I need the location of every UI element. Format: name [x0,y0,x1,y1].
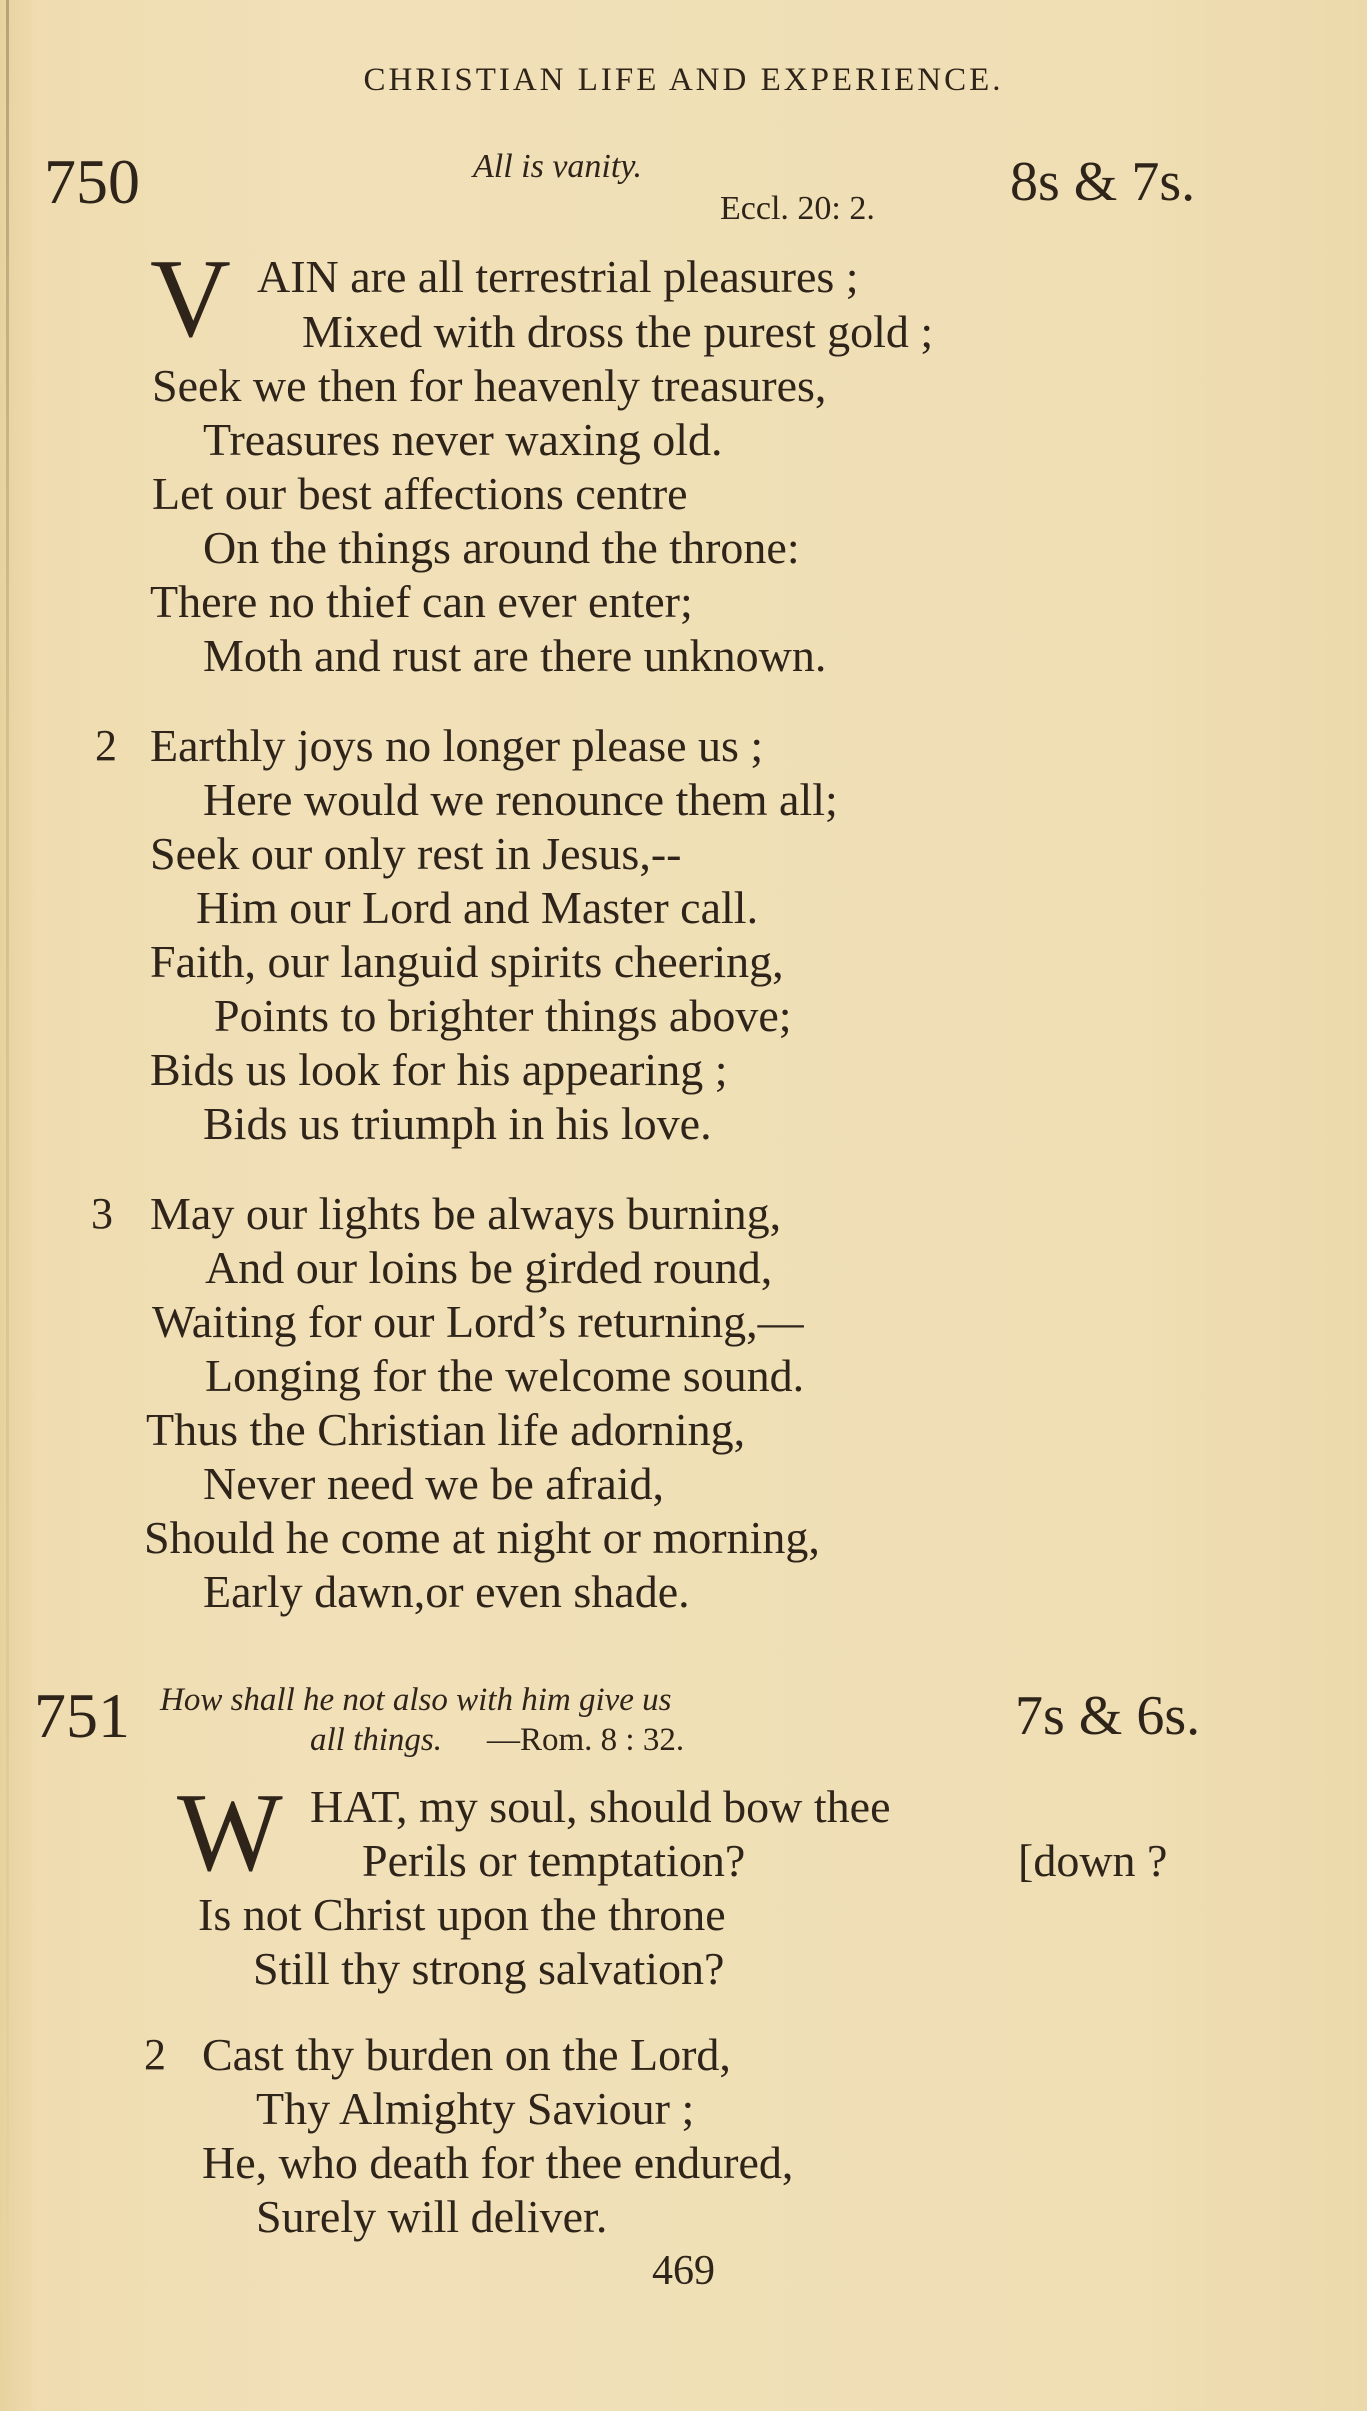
hymn-750-v3-line-5: Thus the Christian life adorning, [146,1404,746,1455]
hymn-750-v3-line-8: Early dawn,or even shade. [203,1566,690,1617]
hymn-750-v2-line-8: Bids us triumph in his love. [203,1098,712,1149]
hymn-750-v1-line-5: Let our best affections centre [152,468,688,519]
hymn-751-v1-line-1: HAT, my soul, should bow thee [310,1781,891,1832]
hymn-750-v1-line-4: Treasures never waxing old. [203,414,723,465]
hymn-750-v3-line-1: May our lights be always burning, [150,1188,782,1239]
hymn-750-verse-2-number: 2 [95,721,117,770]
hymn-751-v1-line-3: Is not Christ upon the throne [198,1889,726,1940]
hymn-751-reference: —Rom. 8 : 32. [487,1722,685,1758]
hymn-751-v2-line-4: Surely will deliver. [256,2191,608,2242]
hymn-751-dropcap: W [177,1771,283,1895]
hymn-751-v1-line-4: Still thy strong salvation? [253,1943,725,1994]
hymn-750-v2-line-7: Bids us look for his appearing ; [150,1044,728,1095]
hymn-751-v2-line-1: Cast thy burden on the Lord, [202,2029,731,2080]
hymn-750-v3-line-6: Never need we be afraid, [203,1458,665,1509]
page-number: 469 [652,2248,715,2294]
hymn-750-v2-line-5: Faith, our languid spirits cheering, [150,936,784,987]
hymn-750-meter: 8s & 7s. [1010,151,1196,213]
hymn-751-v1-line-2: Perils or temptation? [362,1835,746,1886]
hymn-750-number: 750 [44,146,140,217]
hymn-750-v3-line-7: Should he come at night or morning, [144,1512,820,1563]
running-head: CHRISTIAN LIFE AND EXPERIENCE. [363,62,1004,98]
hymn-750-verse-3-number: 3 [91,1189,113,1238]
hymn-750-v3-line-4: Longing for the welcome sound. [205,1350,805,1401]
hymn-750-v1-line-2: Mixed with dross the purest gold ; [302,306,934,357]
hymn-751-v2-line-3: He, who death for thee endured, [202,2137,794,2188]
hymn-751-number: 751 [34,1680,130,1751]
hymn-751-v2-line-2: Thy Almighty Saviour ; [256,2083,695,2134]
hymn-751-v1-turnover: [down ? [1018,1835,1168,1886]
hymn-750-v2-line-6: Points to brighter things above; [214,990,792,1041]
hymn-750-dropcap: V [150,237,231,361]
hymn-750-title: All is vanity. [473,148,643,185]
hymn-750-reference: Eccl. 20: 2. [720,190,875,227]
hymn-750-v1-line-6: On the things around the throne: [203,522,800,573]
hymn-750-v1-line-1: AIN are all terrestrial pleasures ; [257,251,859,302]
hymn-750-v1-line-3: Seek we then for heavenly treasures, [152,360,827,411]
hymn-750-v2-line-4: Him our Lord and Master call. [196,882,759,933]
hymn-750-v2-line-2: Here would we renounce them all; [203,774,838,825]
hymn-750-v2-line-3: Seek our only rest in Jesus,-- [150,828,682,879]
hymn-751-title-line-2: all things. [310,1722,443,1758]
hymn-750-v1-line-7: There no thief can ever enter; [150,576,693,627]
hymn-750-v3-line-3: Waiting for our Lord’s returning,— [152,1296,804,1347]
hymn-751-title-line-1: How shall he not also with him give us [160,1682,672,1718]
hymn-750-v3-line-2: And our loins be girded round, [205,1242,773,1293]
page-gutter-shadow [6,0,9,2411]
hymn-750-v2-line-1: Earthly joys no longer please us ; [150,720,764,771]
hymn-750-v1-line-8: Moth and rust are there unknown. [203,630,827,681]
hymn-751-meter: 7s & 6s. [1015,1685,1201,1747]
hymn-751-verse-2-number: 2 [144,2030,166,2079]
